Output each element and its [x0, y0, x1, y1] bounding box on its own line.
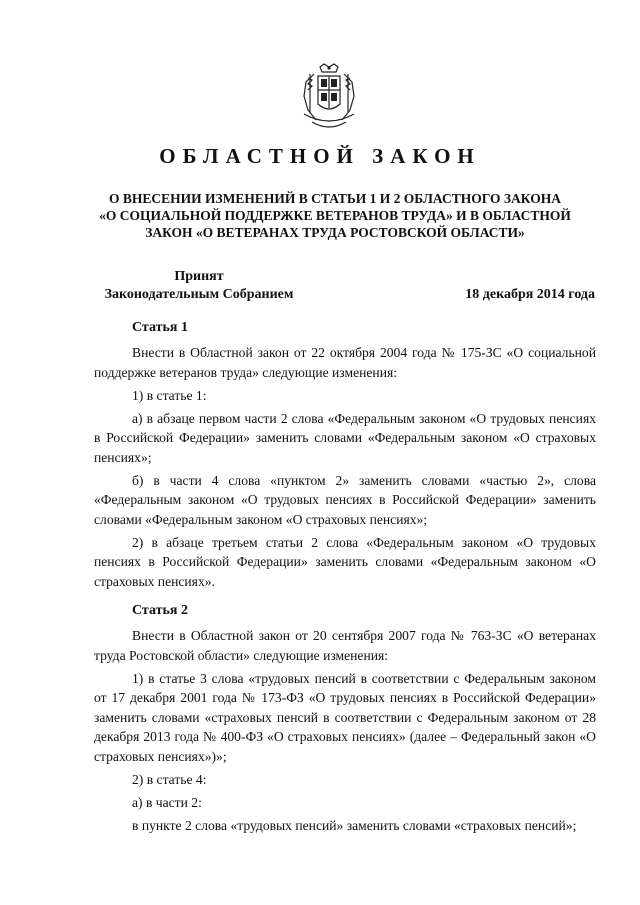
document-body [94, 318, 596, 839]
article-2-paragraph: Внести в Областной закон от 20 сентября 2007 года № 763-ЗС «О ветеранах труда Ростовской области» следующие изменения: [94, 628, 596, 663]
coat-of-arms-icon [294, 62, 364, 134]
article-1-paragraph: б) в части 4 слова «пунктом 2» заменить словами «частью 2», слова «Федеральным законом «О трудовых пенсиях в Российской Федерации» заменить словами «Федеральным законом «О страховых пенсиях»; [94, 472, 596, 527]
law-title-line: «О СОЦИАЛЬНОЙ ПОДДЕРЖКЕ ВЕТЕРАНОВ ТРУДА» И В ОБЛАСТНОЙ [99, 208, 571, 223]
article-2-paragraph: 2) в статье 4: [132, 771, 207, 787]
article-1-heading: Статья 1 [132, 320, 188, 335]
document-type-heading: ОБЛАСТНОЙ ЗАКОН [159, 144, 481, 168]
article-1-paragraph: Внести в Областной закон от 22 октября 2004 года № 175-ЗС «О социальной поддержке ветеранов труда» следующие изменения: [94, 345, 596, 380]
adoption-body-name: Законодательным Собранием [104, 287, 294, 302]
law-title-line: О ВНЕСЕНИИ ИЗМЕНЕНИЙ В СТАТЬИ 1 И 2 ОБЛАСТНОГО ЗАКОНА [109, 191, 561, 206]
article-2-paragraph: в пункте 2 слова «трудовых пенсий» заменить словами «страховых пенсий»; [132, 817, 577, 833]
article-1-paragraph: 1) в статье 1: [132, 387, 207, 403]
adoption-date: 18 декабря 2014 года [465, 287, 595, 302]
adoption-body [94, 268, 304, 304]
article-2-paragraph: а) в части 2: [132, 794, 202, 810]
law-title-line: ЗАКОН «О ВЕТЕРАНАХ ТРУДА РОСТОВСКОЙ ОБЛАСТИ» [145, 225, 525, 240]
law-title [95, 190, 575, 241]
article-2-paragraph: 1) в статье 3 слова «трудовых пенсий в соответствии с Федеральным законом от 17 декабря 2001 года № 173-ФЗ «О трудовых пенсиях в Российской Федерации» заменить словами «страховых пенсий в соответствии с Федеральным законом от 28 декабря 2013 года № 400-ФЗ «О страховых пенсиях» (далее – Федеральный закон «О страховых пенсиях»)»; [94, 670, 596, 764]
article-1-paragraph: 2) в абзаце третьем статьи 2 слова «Федеральным законом «О трудовых пенсиях в Российской Федерации» заменить словами «Федеральным законом «О страховых пенсиях». [94, 534, 596, 589]
adoption-label: Принят [174, 269, 224, 284]
article-2-heading: Статья 2 [132, 603, 188, 618]
article-1-paragraph: а) в абзаце первом части 2 слова «Федеральным законом «О трудовых пенсиях в Российской Федерации» заменить словами «Федеральным законом «О страховых пенсиях»; [94, 410, 596, 465]
